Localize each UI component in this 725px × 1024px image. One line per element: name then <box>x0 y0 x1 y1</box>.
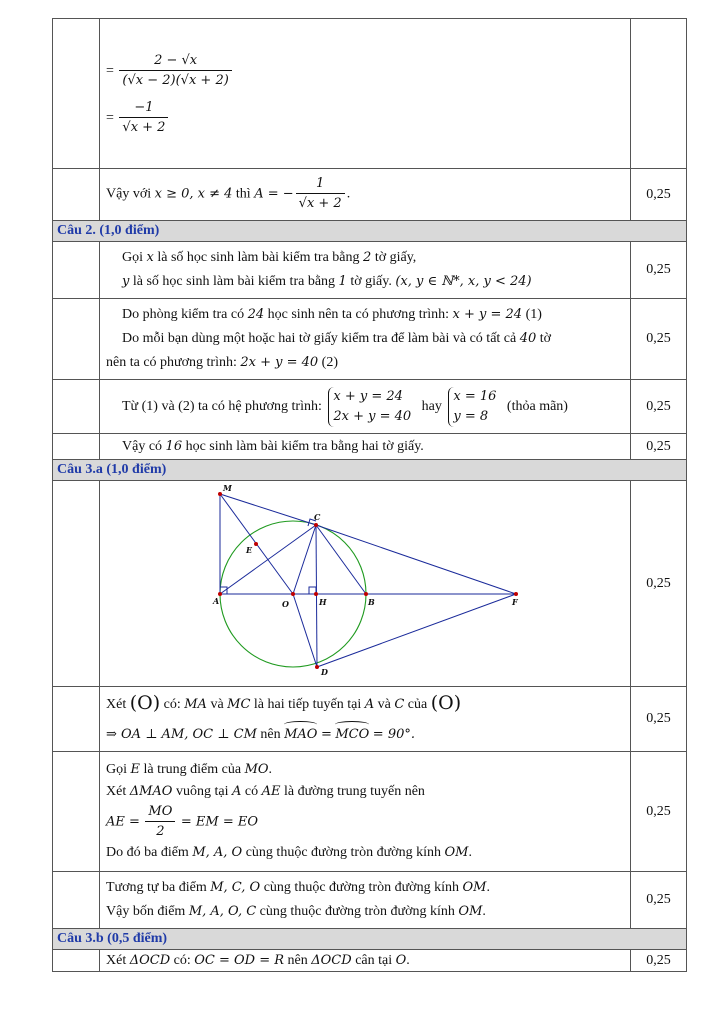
label-o: O <box>282 599 289 609</box>
section-header <box>53 460 687 481</box>
answer-table <box>53 18 687 972</box>
score-cell: 0,25 <box>631 380 687 434</box>
point-o <box>291 592 295 596</box>
table-row <box>53 481 687 687</box>
label-a: A <box>213 596 220 606</box>
label-h: H <box>319 597 327 607</box>
segment-cf <box>316 525 516 594</box>
segment-co <box>293 525 316 594</box>
section-title: Câu 3.a (1,0 điểm) <box>53 460 687 481</box>
answer-table-container <box>52 18 687 972</box>
score-cell: 0,25 <box>631 481 687 687</box>
table-row <box>53 752 687 872</box>
table-row <box>53 19 687 169</box>
section-title: Câu 2. (1,0 điểm) <box>53 221 687 242</box>
section-title: Câu 3.b (0,5 điểm) <box>53 929 687 950</box>
content-cell: Xét (O) có: MA và MC là hai tiếp tuyến tại A và C của (O) ⇒ OA ⊥ AM, OC ⊥ CM nên MAO = MCO = 90°. <box>100 687 631 752</box>
section-header <box>53 221 687 242</box>
content-cell: Tương tự ba điểm M, C, O cùng thuộc đường tròn đường kính OM. Vậy bốn điểm M, A, O, C cùng thuộc đường tròn đường kính OM. <box>100 872 631 929</box>
content-cell: Xét ΔOCD có: OC = OD = R nên ΔOCD cân tại O. <box>100 950 631 972</box>
segment-ac <box>220 525 316 594</box>
label-b: B <box>368 597 375 607</box>
label-m: M <box>223 483 232 493</box>
point-f <box>514 592 518 596</box>
segment-cd <box>316 525 317 667</box>
table-row <box>53 950 687 972</box>
point-m <box>218 492 222 496</box>
content-cell: Vậy có 16 học sinh làm bài kiểm tra bằng hai tờ giấy. <box>100 434 631 460</box>
score-cell: 0,25 <box>631 299 687 380</box>
label-e: E <box>246 545 253 555</box>
content-cell: Gọi E là trung điểm của MO. Xét ΔMAO vuông tại A có AE là đường trung tuyến nên AE = $\frac{MO}{2}$ = EM = EO Do đó ba điểm M, A, O cùng thuộc đường tròn đường kính OM. <box>100 752 631 872</box>
score-cell: 0,25 <box>631 752 687 872</box>
segment-od <box>293 594 317 667</box>
table-row <box>53 380 687 434</box>
score-cell <box>631 19 687 169</box>
score-cell: 0,25 <box>631 872 687 929</box>
content-cell: Vậy với x ≥ 0, x ≠ 4 thì A = − $\frac{1}{√x + 2}$ . <box>100 169 631 221</box>
label-f: F <box>512 597 518 607</box>
label-d: D <box>321 667 328 677</box>
equation-system: x = 16 y = 8 <box>448 387 500 427</box>
figure-cell <box>100 481 631 687</box>
geometry-figure <box>100 481 630 681</box>
fraction: $\frac{2 - √x}{(√x - 2)(√x + 2)}$ <box>119 52 231 91</box>
fraction: $\frac{-1}{√x + 2}$ <box>119 99 168 138</box>
equation-system: x + y = 24 2x + y = 40 <box>328 387 415 427</box>
score-cell: 0,25 <box>631 242 687 299</box>
score-cell: 0,25 <box>631 950 687 972</box>
point-h <box>314 592 318 596</box>
content-cell: Từ (1) và (2) ta có hệ phương trình: x + y = 24 2x + y = 40 hay x = 16 y = 8 (thỏa mãn) <box>100 380 631 434</box>
table-row <box>53 687 687 752</box>
content-cell: Gọi x là số học sinh làm bài kiểm tra bằng 2 tờ giấy, y là số học sinh làm bài kiểm tra bằng 1 tờ giấy. (x, y ∈ ℕ*, x, y < 24) <box>100 242 631 299</box>
point-e <box>254 542 258 546</box>
segment-df <box>317 594 516 667</box>
score-cell: 0,25 <box>631 434 687 460</box>
content-cell: Do phòng kiểm tra có 24 học sinh nên ta có phương trình: x + y = 24 (1) Do mỗi bạn dùng một hoặc hai tờ giấy kiểm tra để làm bài và có tất cả 40 tờ nên ta có phương trình: 2x + y = 40 (2) <box>100 299 631 380</box>
table-row <box>53 169 687 221</box>
score-cell: 0,25 <box>631 687 687 752</box>
score-cell: 0,25 <box>631 169 687 221</box>
content-cell: = $\frac{2 - √x}{(√x - 2)(√x + 2)}$ = $\frac{-1}{√x + 2}$ <box>100 19 631 169</box>
table-row <box>53 434 687 460</box>
table-row <box>53 872 687 929</box>
table-row <box>53 242 687 299</box>
point-c <box>314 523 318 527</box>
section-header <box>53 929 687 950</box>
point-b <box>364 592 368 596</box>
point-d <box>315 665 319 669</box>
table-row <box>53 299 687 380</box>
label-c: C <box>314 512 321 522</box>
segment-cb <box>316 525 366 594</box>
segment-mc <box>220 494 316 525</box>
